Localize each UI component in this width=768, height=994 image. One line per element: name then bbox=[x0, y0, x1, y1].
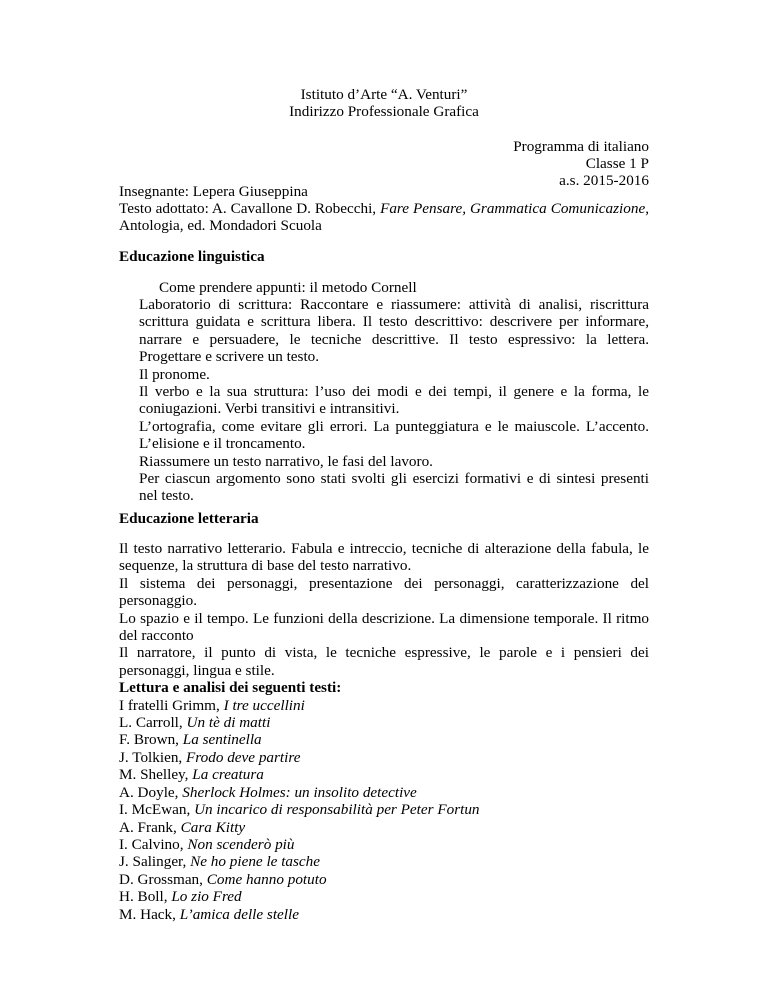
readings-list bbox=[119, 697, 649, 923]
reading-item bbox=[119, 697, 649, 714]
textbook-title: Fare Pensare, Grammatica Comunicazione bbox=[380, 200, 646, 217]
readings-heading: Lettura e analisi dei seguenti testi: bbox=[119, 679, 342, 697]
reading-title: La creatura bbox=[192, 766, 264, 784]
linguistica-item: Riassumere un testo narrativo, le fasi del lavoro. bbox=[139, 452, 433, 470]
reading-title: Sherlock Holmes: un insolito detective bbox=[182, 783, 417, 801]
letteraria-item: Il sistema dei personaggi, presentazione dei personaggi, caratterizzazione del personaggio. bbox=[119, 574, 649, 610]
reading-author: A. Frank, bbox=[119, 818, 181, 836]
program-class: Classe 1 P bbox=[585, 155, 649, 172]
reading-author: D. Grossman, bbox=[119, 870, 207, 888]
reading-item bbox=[119, 836, 649, 853]
reading-item bbox=[119, 766, 649, 783]
reading-title: Cara Kitty bbox=[180, 818, 246, 836]
reading-item bbox=[119, 801, 649, 818]
letteraria-item: Il narratore, il punto di vista, le tecniche espressive, le parole e i pensieri dei personaggi, lingua e stile. bbox=[119, 644, 649, 679]
linguistica-list bbox=[139, 296, 649, 505]
teacher-line: Insegnante: Lepera Giuseppina bbox=[119, 183, 308, 200]
school-name: Istituto d’Arte “A. Venturi” bbox=[300, 86, 468, 103]
linguistica-item: Il verbo e la sua struttura: l’uso dei modi e dei tempi, il genere e la forma, le coniugazioni. Verbi transitivi e intransitivi. bbox=[139, 383, 649, 418]
reading-author: I. McEwan, bbox=[119, 801, 195, 819]
textbook-line bbox=[119, 200, 649, 235]
program-title: Programma di italiano bbox=[513, 138, 649, 155]
linguistica-first: Come prendere appunti: il metodo Cornell bbox=[159, 279, 417, 296]
reading-item bbox=[119, 714, 649, 731]
reading-item bbox=[119, 784, 649, 801]
reading-title: L’amica delle stelle bbox=[179, 905, 299, 923]
reading-author: H. Boll, bbox=[119, 888, 172, 906]
reading-author: M. Hack, bbox=[119, 905, 180, 923]
reading-title: La sentinella bbox=[182, 731, 262, 749]
reading-author: A. Doyle, bbox=[119, 783, 183, 801]
reading-author: J. Tolkien, bbox=[119, 748, 187, 766]
textbook-suffix: , Antologia, ed. Mondadori Scuola bbox=[119, 200, 649, 235]
reading-author: L. Carroll, bbox=[119, 714, 187, 732]
school-branch: Indirizzo Professionale Grafica bbox=[289, 103, 479, 120]
reading-item bbox=[119, 749, 649, 766]
linguistica-item: Laboratorio di scrittura: Raccontare e riassumere: attività di analisi, riscrittura scrittura guidata e scrittura libera. Il testo descrittivo: descrivere per informare, narrare e persuadere, le tecniche descrittive. Il testo espressivo: la lettera. Progettare e scrivere un testo. bbox=[139, 296, 649, 366]
reading-item bbox=[119, 888, 649, 905]
reading-item bbox=[119, 871, 649, 888]
reading-title: I tre uccellini bbox=[223, 696, 305, 714]
reading-author: I fratelli Grimm, bbox=[119, 696, 224, 714]
heading-letteraria: Educazione letteraria bbox=[119, 510, 259, 527]
reading-item bbox=[119, 853, 649, 870]
reading-author: I. Calvino, bbox=[119, 835, 188, 853]
reading-author: F. Brown, bbox=[119, 731, 183, 749]
reading-item bbox=[119, 731, 649, 748]
letteraria-item: Lo spazio e il tempo. Le funzioni della descrizione. La dimensione temporale. Il ritmo del racconto bbox=[119, 609, 649, 645]
reading-author: J. Salinger, bbox=[119, 853, 191, 871]
linguistica-item: Per ciascun argomento sono stati svolti gli esercizi formativi e di sintesi presenti nel testo. bbox=[139, 470, 649, 505]
heading-linguistica: Educazione linguistica bbox=[119, 248, 265, 265]
letteraria-list bbox=[119, 540, 649, 923]
linguistica-item: Il pronome. bbox=[139, 365, 210, 383]
textbook-prefix: Testo adottato: A. Cavallone D. Robecchi, bbox=[119, 200, 381, 217]
reading-title: Un incarico di responsabilità per Peter Fortun bbox=[194, 801, 480, 819]
program-year: a.s. 2015-2016 bbox=[559, 172, 649, 189]
reading-title: Come hanno potuto bbox=[206, 870, 327, 888]
reading-title: Un tè di matti bbox=[186, 714, 271, 732]
reading-title: Lo zio Fred bbox=[171, 888, 242, 906]
reading-title: Non scenderò più bbox=[187, 835, 295, 853]
reading-item bbox=[119, 906, 649, 923]
reading-title: Ne ho piene le tasche bbox=[190, 853, 321, 871]
linguistica-item: L’ortografia, come evitare gli errori. La punteggiatura e le maiuscole. L’accento. L’elisione e il troncamento. bbox=[139, 417, 649, 453]
reading-author: M. Shelley, bbox=[119, 766, 193, 784]
reading-title: Frodo deve partire bbox=[186, 748, 301, 766]
letteraria-item: Il testo narrativo letterario. Fabula e intreccio, tecniche di alterazione della fabula, le sequenze, la struttura di base del testo narrativo. bbox=[119, 540, 649, 575]
reading-item bbox=[119, 819, 649, 836]
